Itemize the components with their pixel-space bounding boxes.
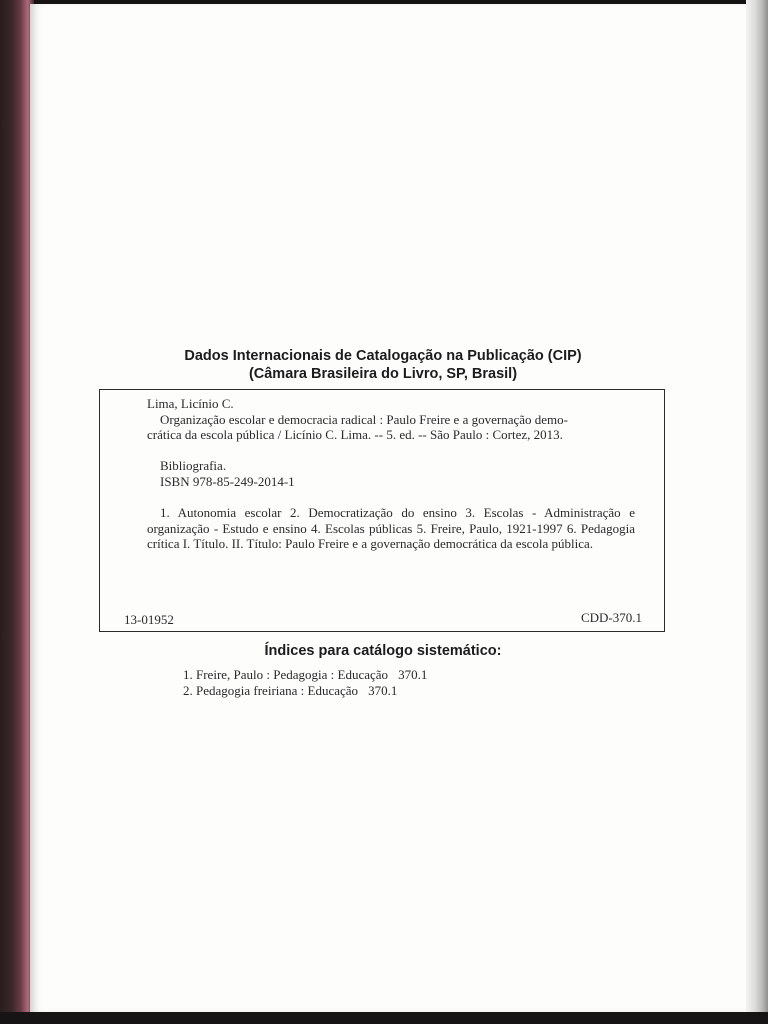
cip-heading bbox=[100, 347, 666, 383]
author-name: Lima, Licínio C. bbox=[147, 396, 234, 411]
bibliography-note: Bibliografia. bbox=[160, 458, 227, 474]
control-number: 13-01952 bbox=[124, 612, 174, 627]
cip-heading-line1: Dados Internacionais de Catalogação na Publicação (CIP) bbox=[184, 348, 582, 364]
cdd-classification: CDD-370.1 bbox=[580, 610, 642, 625]
index-heading: Índices para catálogo sistemático: bbox=[264, 643, 502, 659]
subject-headings: 1. Autonomia escolar 2. Democratização do ensino 3. Escolas - Administração e organização - Estudo e ensino 4. Escolas públicas 5. Freire, Paulo, 1921-1997 6. Pedagogia crítica I. Título. II. Título: Paulo Freire e a governação democrática da escola pública. bbox=[147, 505, 635, 552]
index-entry-class: 370.1 bbox=[398, 667, 428, 682]
book-binding-edge bbox=[0, 0, 34, 1024]
index-entry bbox=[183, 667, 427, 683]
index-entry-class: 370.1 bbox=[368, 683, 398, 698]
title-line-2: crática da escola pública / Licínio C. Lima. -- 5. ed. -- São Paulo : Cortez, 2013. bbox=[147, 427, 563, 443]
cip-heading-line2: (Câmara Brasileira do Livro, SP, Brasil) bbox=[248, 366, 518, 382]
index-list bbox=[183, 667, 427, 699]
page-fold-shadow bbox=[746, 0, 768, 1024]
index-entry-text: 1. Freire, Paulo : Pedagogia : Educação bbox=[183, 667, 389, 682]
index-entry bbox=[183, 683, 427, 699]
title-line-1: Organização escolar e democracia radical : Paulo Freire e a governação demo- bbox=[160, 411, 568, 427]
cataloging-record-box bbox=[99, 389, 665, 632]
cataloging-entry bbox=[147, 396, 647, 552]
index-entry-text: 2. Pedagogia freiriana : Educação bbox=[183, 683, 359, 698]
isbn: ISBN 978-85-249-2014-1 bbox=[160, 473, 295, 489]
scan-bottom-edge bbox=[0, 1012, 768, 1024]
